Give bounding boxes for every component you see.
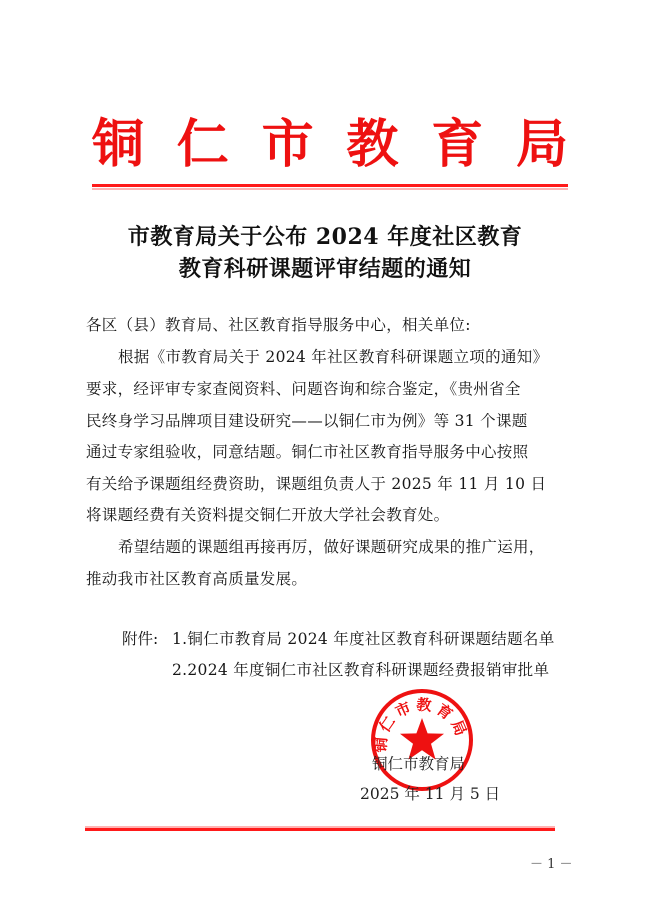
document-title-line-1: 市教育局关于公布 2024 年度社区教育 (127, 224, 523, 250)
header-red-rule (92, 184, 568, 187)
paragraph-1-line: 通过专家组验收，同意结题。铜仁市社区教育指导服务中心按照 (86, 443, 529, 461)
paragraph-1-line: 将课题经费有关资料提交铜仁开放大学社会教育处。 (86, 506, 450, 524)
attachment-item-1: 1.铜仁市教育局 2024 年度社区教育科研课题结题名单 (172, 630, 555, 648)
masthead-char: 局 (515, 114, 568, 175)
paragraph-1-line: 要求，经评审专家查阅资料、问题咨询和综合鉴定，《贵州省全 (86, 380, 521, 398)
salutation: 各区（县）教育局、社区教育指导服务中心，相关单位: (86, 316, 471, 334)
masthead-char: 教 (346, 114, 399, 175)
paragraph-1-line: 民终身学习品牌项目建设研究——以铜仁市为例》等 31 个课题 (86, 412, 528, 430)
document-title-line-2: 教育科研课题评审结题的通知 (178, 256, 472, 282)
masthead-char: 仁 (176, 114, 229, 175)
footer-red-rule (85, 828, 555, 831)
paragraph-1-line: 根据《市教育局关于 2024 年社区教育科研课题立项的通知》 (118, 348, 549, 366)
masthead-char: 市 (261, 114, 314, 175)
signature-date: 2025 年 11 月 5 日 (360, 785, 501, 803)
attachment-item-2: 2.2024 年度铜仁市社区教育科研课题经费报销审批单 (172, 661, 550, 679)
paragraph-1-line: 有关给予课题组经费资助，课题组负责人于 2025 年 11 月 10 日 (86, 475, 547, 493)
masthead-org-name (92, 110, 568, 180)
official-seal (370, 688, 474, 792)
attachments-label: 附件: (122, 630, 159, 648)
signature-org: 铜仁市教育局 (372, 755, 466, 773)
masthead-char: 铜 (92, 114, 145, 175)
seal-text: 铜仁市教育局 (371, 695, 472, 754)
paragraph-2-line: 推动我市社区教育高质量发展。 (86, 570, 308, 588)
header-red-rule-shadow (92, 188, 568, 190)
masthead-char: 育 (431, 114, 484, 175)
page-number: － 1 － (530, 857, 573, 872)
paragraph-2-line: 希望结题的课题组再接再厉，做好课题研究成果的推广运用， (118, 538, 545, 556)
